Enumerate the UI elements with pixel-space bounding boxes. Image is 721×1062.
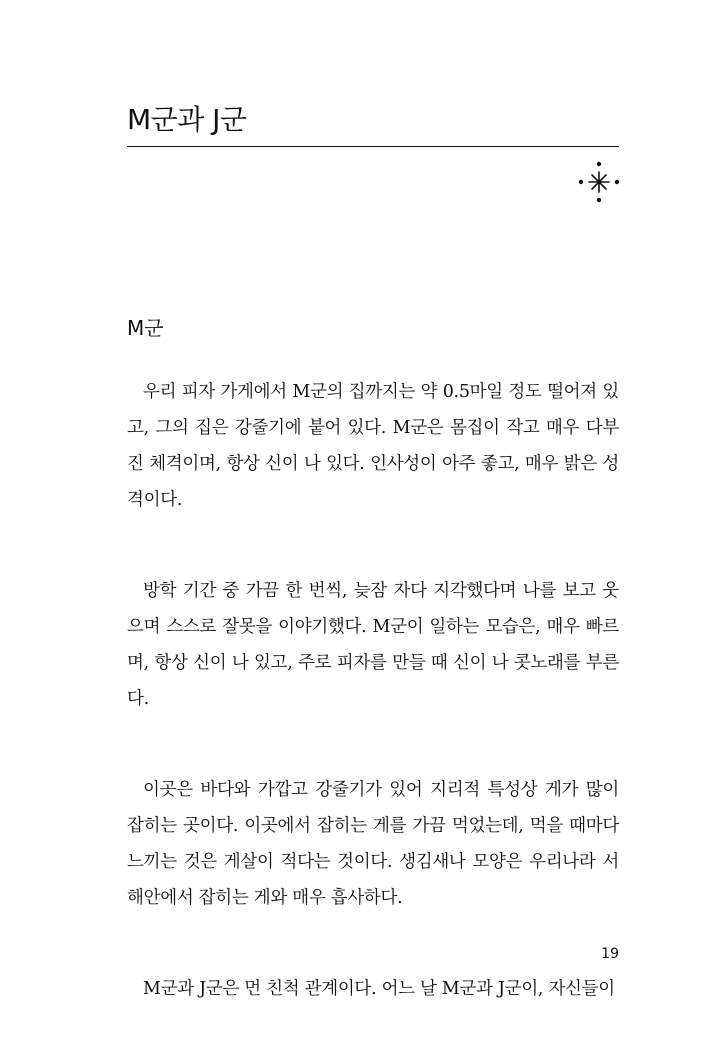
paragraph: 이곳은 바다와 가깝고 강줄기가 있어 지리적 특성상 게가 많이 잡히는 곳이다. 이곳에서 잡히는 게를 가끔 먹었는데, 먹을 때마다 느끼는 것은 게살이 적다는 것이다. 생김새나 모양은 우리나라 서해안에서 잡히는 게와 매우 흡사하다. bbox=[127, 780, 619, 908]
paragraph: M군과 J군은 먼 친척 관계이다. 어느 날 M군과 J군이, 자신들이 bbox=[143, 979, 615, 999]
page-number: 19 bbox=[601, 946, 619, 962]
page-title: M군과 J군 bbox=[127, 103, 247, 136]
paragraph: 방학 기간 중 가끔 한 번씩, 늦잠 자다 지각했다며 나를 보고 웃으며 스스로 잘못을 이야기했다. M군이 일하는 모습은, 매우 빠르며, 항상 신이 나 있고, 주로 피자를 만들 때 신이 나 콧노래를 부른다. bbox=[127, 581, 619, 709]
paragraph: 우리 피자 가게에서 M군의 집까지는 약 0.5마일 정도 떨어져 있고, 그의 집은 강줄기에 붙어 있다. M군은 몸집이 작고 매우 다부진 체격이며, 항상 신이 나 있다. 인사성이 아주 좋고, 매우 밝은 성격이다. bbox=[127, 382, 619, 510]
body-text bbox=[127, 374, 619, 1062]
title-divider bbox=[127, 146, 619, 147]
section-heading: M군 bbox=[127, 316, 164, 340]
sparkle-dots-icon bbox=[577, 160, 621, 204]
